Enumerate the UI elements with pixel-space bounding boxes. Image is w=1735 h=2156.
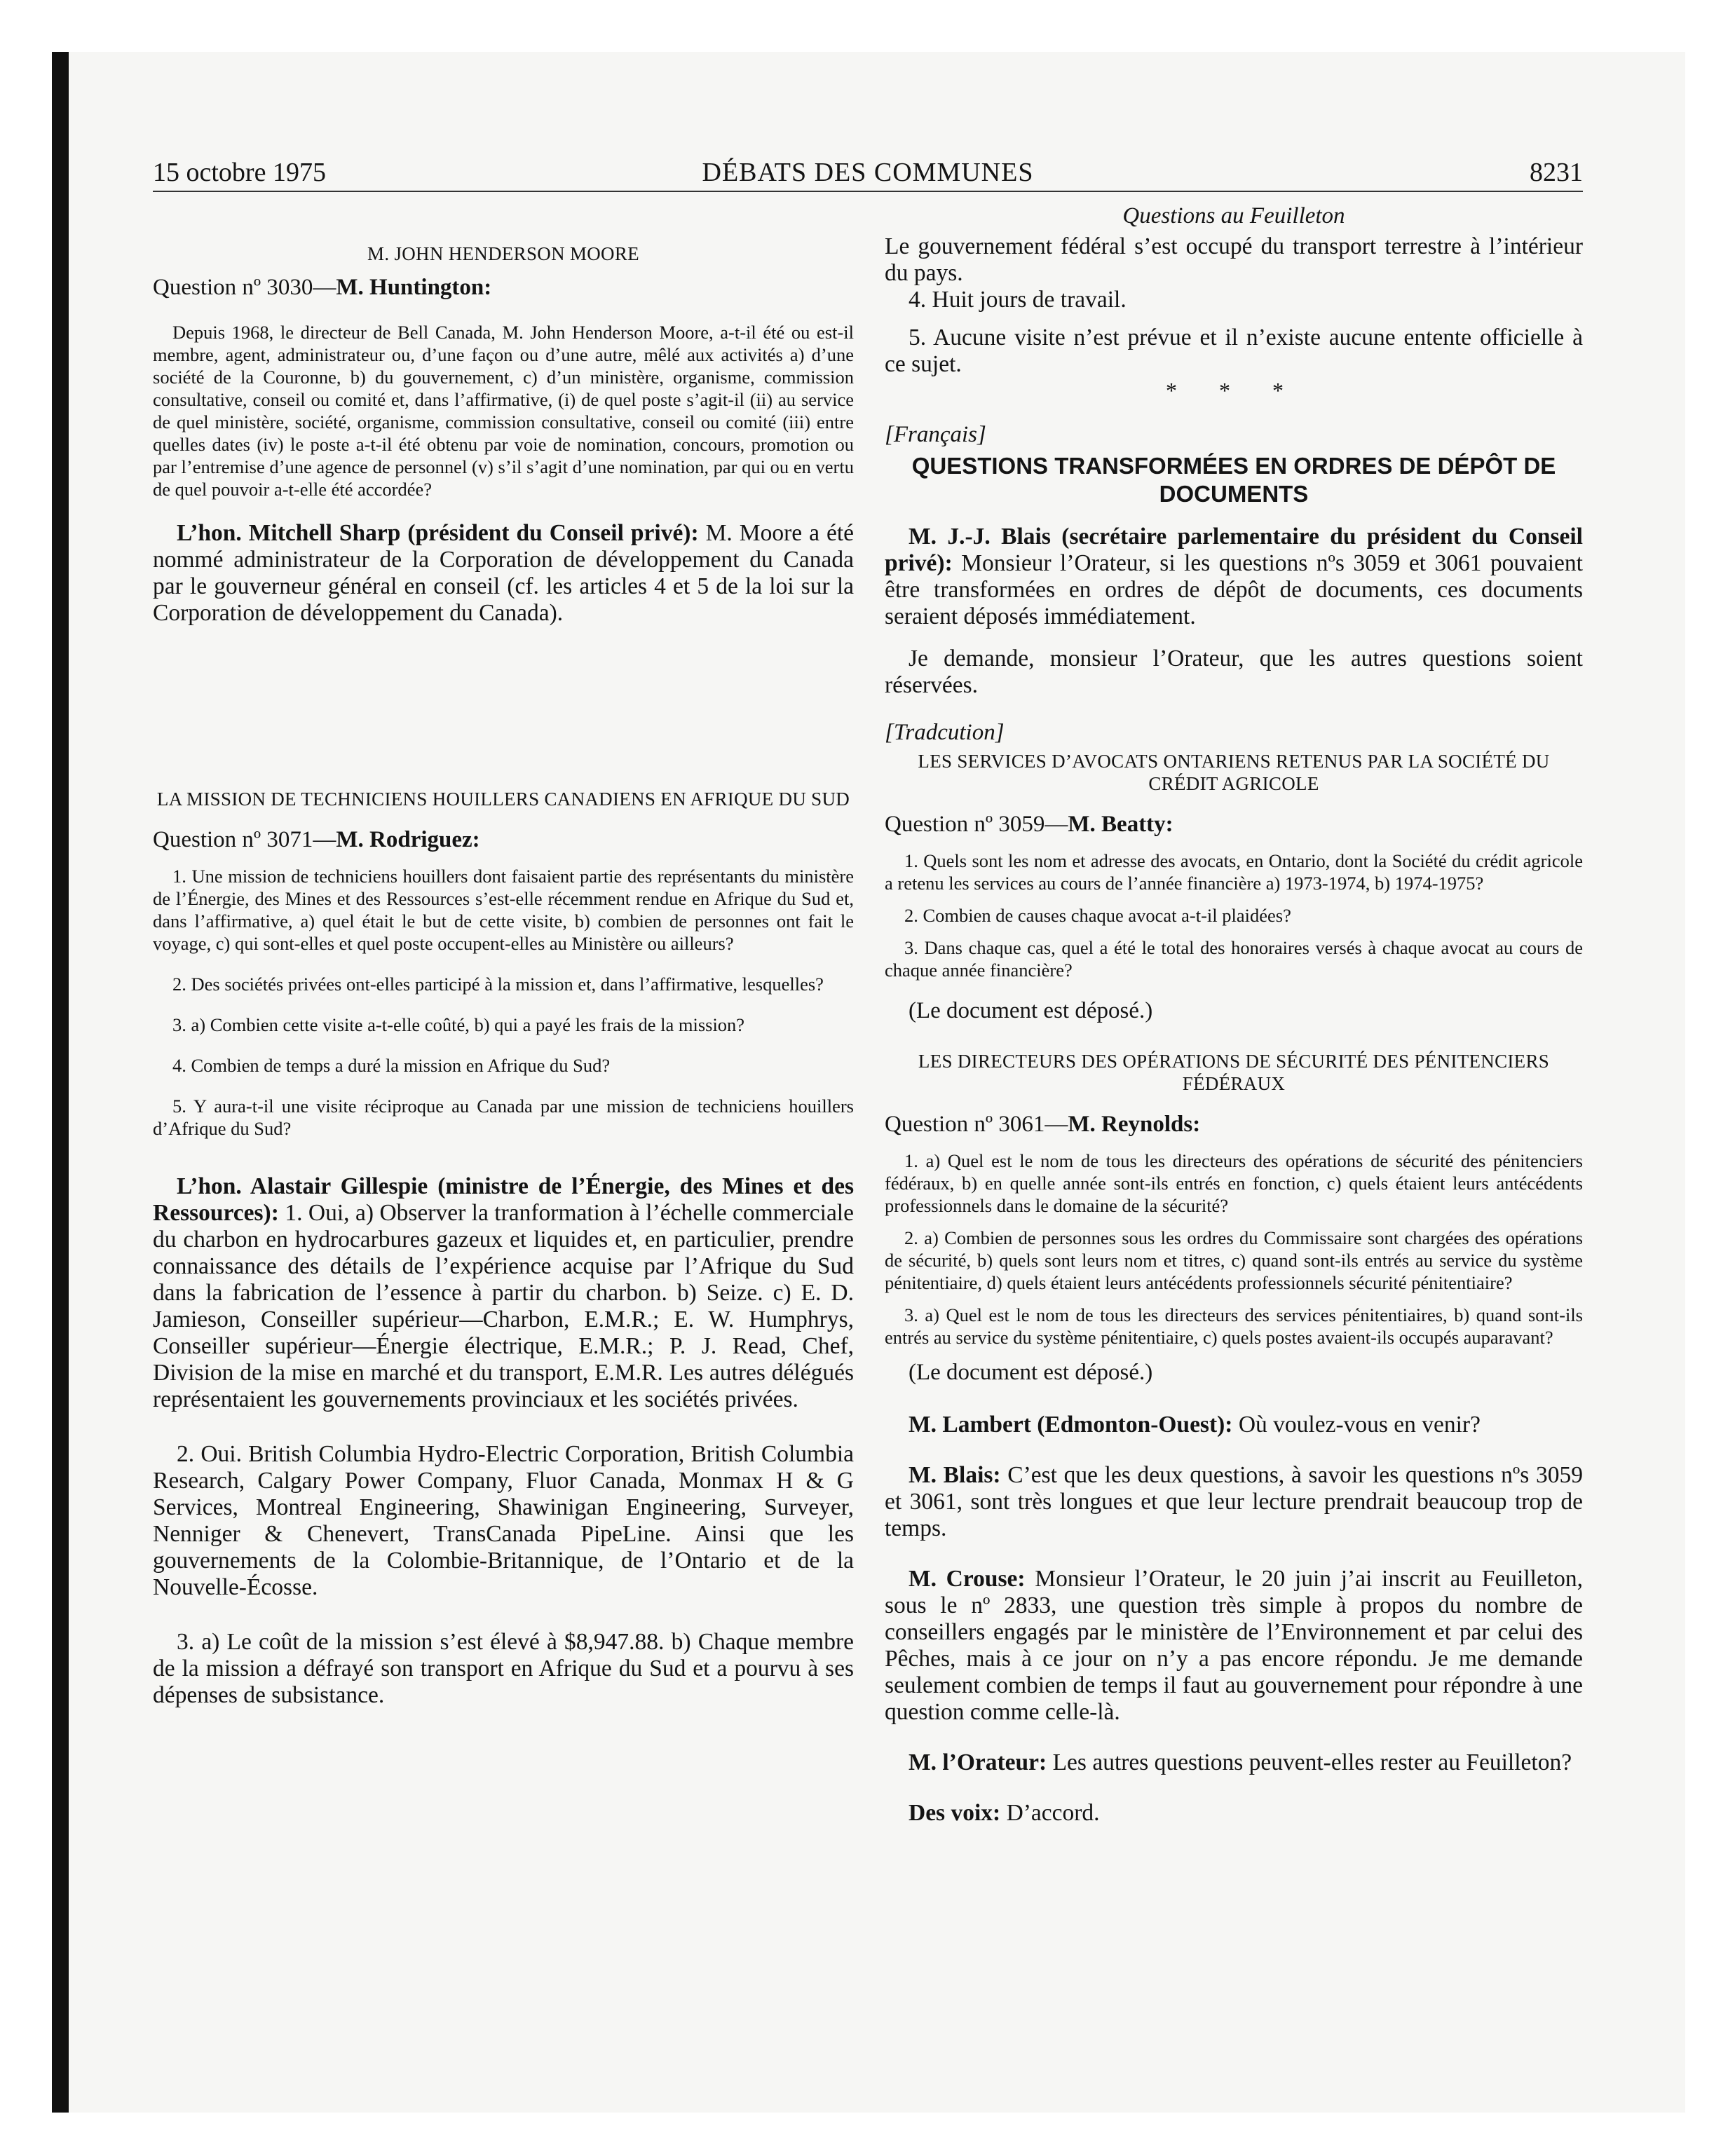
answer-speaker: L’hon. Alastair Gillespie (ministre de l’Énergie, des Mines et des Ressources): xyxy=(153,1173,854,1226)
statement-text: C’est que les deux questions, à savoir les questions nºs 3059 et 3061, sont très longues et que leur lecture prendrait beaucoup trop de temps. xyxy=(885,1462,1583,1541)
running-head: Questions au Feuilleton xyxy=(1122,203,1345,228)
q3061-items xyxy=(885,1149,1583,1349)
answer-speaker: L’hon. Mitchell Sharp (président du Conseil privé): xyxy=(177,520,699,546)
speaker: M. l’Orateur: xyxy=(909,1749,1047,1775)
language-note-francais: [Français] xyxy=(885,422,986,447)
answer-text: M. Moore a été nommé administrateur de la Corporation de développement du Canada par le gouverneur général en conseil (cf. les articles 4 et 5 de la loi sur la Corporation de développement du Canada). xyxy=(153,520,854,626)
q3059-item-2: 2. Combien de causes chaque avocat a-t-il plaidées? xyxy=(904,905,1291,926)
speaker: Des voix: xyxy=(909,1800,1001,1826)
page-header xyxy=(153,157,1583,191)
answer-item-4: 4. Huit jours de travail. xyxy=(909,287,1127,313)
q3059-heading: LES SERVICES D’AVOCATS ONTARIENS RETENUS PAR LA SOCIÉTÉ DU CRÉDIT AGRICOLE xyxy=(918,751,1550,794)
q3059-question-line xyxy=(885,810,1583,838)
q3061-question-line xyxy=(885,1110,1583,1138)
q3061-item-2: 2. a) Combien de personnes sous les ordres du Commissaire sont chargées des opérations de sécurité, b) quels sont leurs nom et titres, c) quand sont-ils entrés au service du système pénitentiaire, d) quels étaient leurs antécédents professionnels sécurité pénitentiaire? xyxy=(885,1227,1583,1293)
blais-statement-2: Je demande, monsieur l’Orateur, que les autres questions soient réservées. xyxy=(885,646,1583,698)
section-separator-stars: * * * xyxy=(1166,378,1302,403)
statement-text: Monsieur l’Orateur, si les questions nºs 3059 et 3061 pouvaient être transformées en ordres de dépôt de documents, ces documents seraient déposés immédiatement. xyxy=(885,550,1583,629)
q3071-answer-1 xyxy=(153,1173,854,1413)
q3071-answer-2: 2. Oui. British Columbia Hydro-Electric Corporation, British Columbia Research, Calgary Power Company, Fluor Canada, Monmax H & G Services, Montreal Engineering, Shawinigan Engineering, Surveyer, Nenniger & Chenevert, TransCanada PipeLine. Ainsi que les gouvernements de la Colombie-Britannique, de l’Ontario et de la Nouvelle-Écosse. xyxy=(153,1441,854,1600)
question-number: Question nº 3061— xyxy=(885,1112,1068,1137)
language-note-traduction: [Tradcution] xyxy=(885,720,1005,745)
q3059-items xyxy=(885,850,1583,981)
q3071-item-4: 4. Combien de temps a duré la mission en Afrique du Sud? xyxy=(172,1055,611,1076)
blais-reply xyxy=(885,1462,1583,1542)
question-mp: M. Beatty: xyxy=(1068,812,1173,837)
orateur-statement xyxy=(885,1749,1583,1776)
lambert-statement xyxy=(885,1412,1583,1438)
question-mp: M. Reynolds: xyxy=(1068,1112,1201,1137)
header-title: DÉBATS DES COMMUNES xyxy=(702,158,1034,187)
q3071-item-1: 1. Une mission de techniciens houillers dont faisaient partie des représentants du ministère de l’Énergie, des Mines et des Ressources s’est-elle récemment rendue en Afrique du Sud et, dans l’affirmative, a) quel était le but de cette visite, b) combien de personnes ont fait le voyage, c) qui sont-elles et quel poste occupent-elles au Ministère ou ailleurs? xyxy=(153,866,854,954)
header-page-number: 8231 xyxy=(1530,158,1583,187)
statement-text: Monsieur l’Orateur, le 20 juin j’ai inscrit au Feuilleton, sous le nº 2833, une question très simple à propos du nombre de conseillers engagés par le ministère de l’Environnement et par celui des Pêches, mais à ce jour on n’y a pas encore répondu. Je me demande seulement combien de temps il faut au gouvernement pour répondre à une question comme celle-là. xyxy=(885,1566,1583,1725)
q3071-heading: LA MISSION DE TECHNICIENS HOUILLERS CANADIENS EN AFRIQUE DU SUD xyxy=(156,789,850,810)
q3030-text-block xyxy=(153,321,854,500)
q3061-item-1: 1. a) Quel est le nom de tous les directeurs des opérations de sécurité des pénitenciers fédéraux, b) en quelle année sont-ils entrés en fonction, c) quels étaient leurs antécédents professionnels dans le domaine de la sécurité? xyxy=(885,1150,1583,1216)
speaker: M. J.-J. Blais (secrétaire parlementaire du président du Conseil privé): xyxy=(885,524,1583,576)
speaker: M. Lambert (Edmonton-Ouest): xyxy=(909,1412,1233,1438)
q3030-text: Depuis 1968, le directeur de Bell Canada, M. John Henderson Moore, a-t-il été ou est-il membre, agent, administrateur ou, d’une façon ou d’une autre, mêlé aux activités a) d’une société de la Couronne, b) du gouvernement, c) d’un ministère, organisme, commission consultative, conseil ou comité et, dans l’affirmative, (i) de quel poste s’agit-il (ii) au service de quel ministère, société, organisme, commission consultative, conseil ou comité (iii) entre quelles dates (iv) le poste a-t-il été obtenu par voie de nomination, concours, promotion ou par l’entremise d’une agence de personnel (v) s’il s’agit d’une nomination, par qui ou en vertu de quel pouvoir a-t-elle été accordée? xyxy=(153,322,854,500)
header-rule xyxy=(153,191,1583,192)
q3061-item-3: 3. a) Quel est le nom de tous les directeurs des services pénitentiaires, b) quand sont-ils entrés au service du système pénitentiaire, c) quels postes avaient-ils occupés auparavant? xyxy=(885,1304,1583,1348)
question-mp: M. Huntington: xyxy=(336,275,492,300)
answer-text: 1. Oui, a) Observer la tranformation à l’échelle commerciale du charbon en hydrocarbures gazeux et liquides et, en particulier, prendre connaissance des détails de l’expérience acquise par l’Afrique du Sud dans la fabrication de l’essence à partir du charbon. b) Seize. c) E. D. Jamieson, Conseiller supérieur—Charbon, E.M.R.; E. W. Humphrys, Conseiller supérieur—Énergie électrique, E.M.R.; P. J. Read, Chef, Division de la mise en marché et du transport, E.M.R. Les autres délégués représentaient les gouvernements provinciaux et les sociétés privées. xyxy=(153,1200,854,1412)
statement-text: D’accord. xyxy=(1000,1800,1100,1826)
q3071-items xyxy=(153,865,854,1140)
speaker: M. Crouse: xyxy=(909,1566,1026,1592)
q3059-item-3: 3. Dans chaque cas, quel a été le total des honoraires versés à chaque avocat au cours de chaque année financière? xyxy=(885,937,1583,981)
answer-item-5: 5. Aucune visite n’est prévue et il n’existe aucune entente officielle à ce sujet. xyxy=(885,325,1583,377)
statement-text: Les autres questions peuvent-elles rester au Feuilleton? xyxy=(1047,1749,1572,1775)
question-number: Question nº 3059— xyxy=(885,812,1068,837)
header-date: 15 octobre 1975 xyxy=(153,158,326,187)
q3061-tabled: (Le document est déposé.) xyxy=(909,1360,1153,1385)
q3071-item-3: 3. a) Combien cette visite a-t-elle coûté, b) qui a payé les frais de la mission? xyxy=(172,1014,745,1035)
scan-edge-shadow xyxy=(52,52,69,2113)
q3071-item-2: 2. Des sociétés privées ont-elles participé à la mission et, dans l’affirmative, lesquelles? xyxy=(172,974,824,995)
right-column xyxy=(885,203,1583,1855)
question-number: Question nº 3030— xyxy=(153,275,336,300)
q3071-question-line xyxy=(153,826,854,854)
q3030-question-line xyxy=(153,273,854,301)
blais-statement xyxy=(885,524,1583,630)
voix-statement xyxy=(885,1800,1583,1827)
speaker: M. Blais: xyxy=(909,1462,1001,1488)
question-mp: M. Rodriguez: xyxy=(336,827,480,852)
statement-text: Où voulez-vous en venir? xyxy=(1232,1412,1481,1438)
q3030-answer xyxy=(153,520,854,627)
q3059-item-1: 1. Quels sont les nom et adresse des avocats, en Ontario, dont la Société du crédit agricole a retenu les services au cours de l’année financière a) 1973-1974, b) 1974-1975? xyxy=(885,850,1583,894)
crouse-statement xyxy=(885,1566,1583,1726)
section-title: QUESTIONS TRANSFORMÉES EN ORDRES DE DÉPÔT DE DOCUMENTS xyxy=(911,453,1556,507)
question-number: Question nº 3071— xyxy=(153,827,336,852)
q3061-heading: LES DIRECTEURS DES OPÉRATIONS DE SÉCURITÉ DES PÉNITENCIERS FÉDÉRAUX xyxy=(918,1051,1550,1094)
left-column xyxy=(153,203,854,1737)
q3030-heading: M. JOHN HENDERSON MOORE xyxy=(367,243,639,264)
continued-text: Le gouvernement fédéral s’est occupé du transport terrestre à l’intérieur du pays. xyxy=(885,233,1583,286)
q3071-answer-3: 3. a) Le coût de la mission s’est élevé à $8,947.88. b) Chaque membre de la mission a défrayé son transport en Afrique du Sud et a pourvu à ses dépenses de subsistance. xyxy=(153,1629,854,1708)
q3059-tabled: (Le document est déposé.) xyxy=(909,998,1153,1023)
q3071-item-5: 5. Y aura-t-il une visite réciproque au Canada par une mission de techniciens houillers d’Afrique du Sud? xyxy=(153,1096,854,1139)
